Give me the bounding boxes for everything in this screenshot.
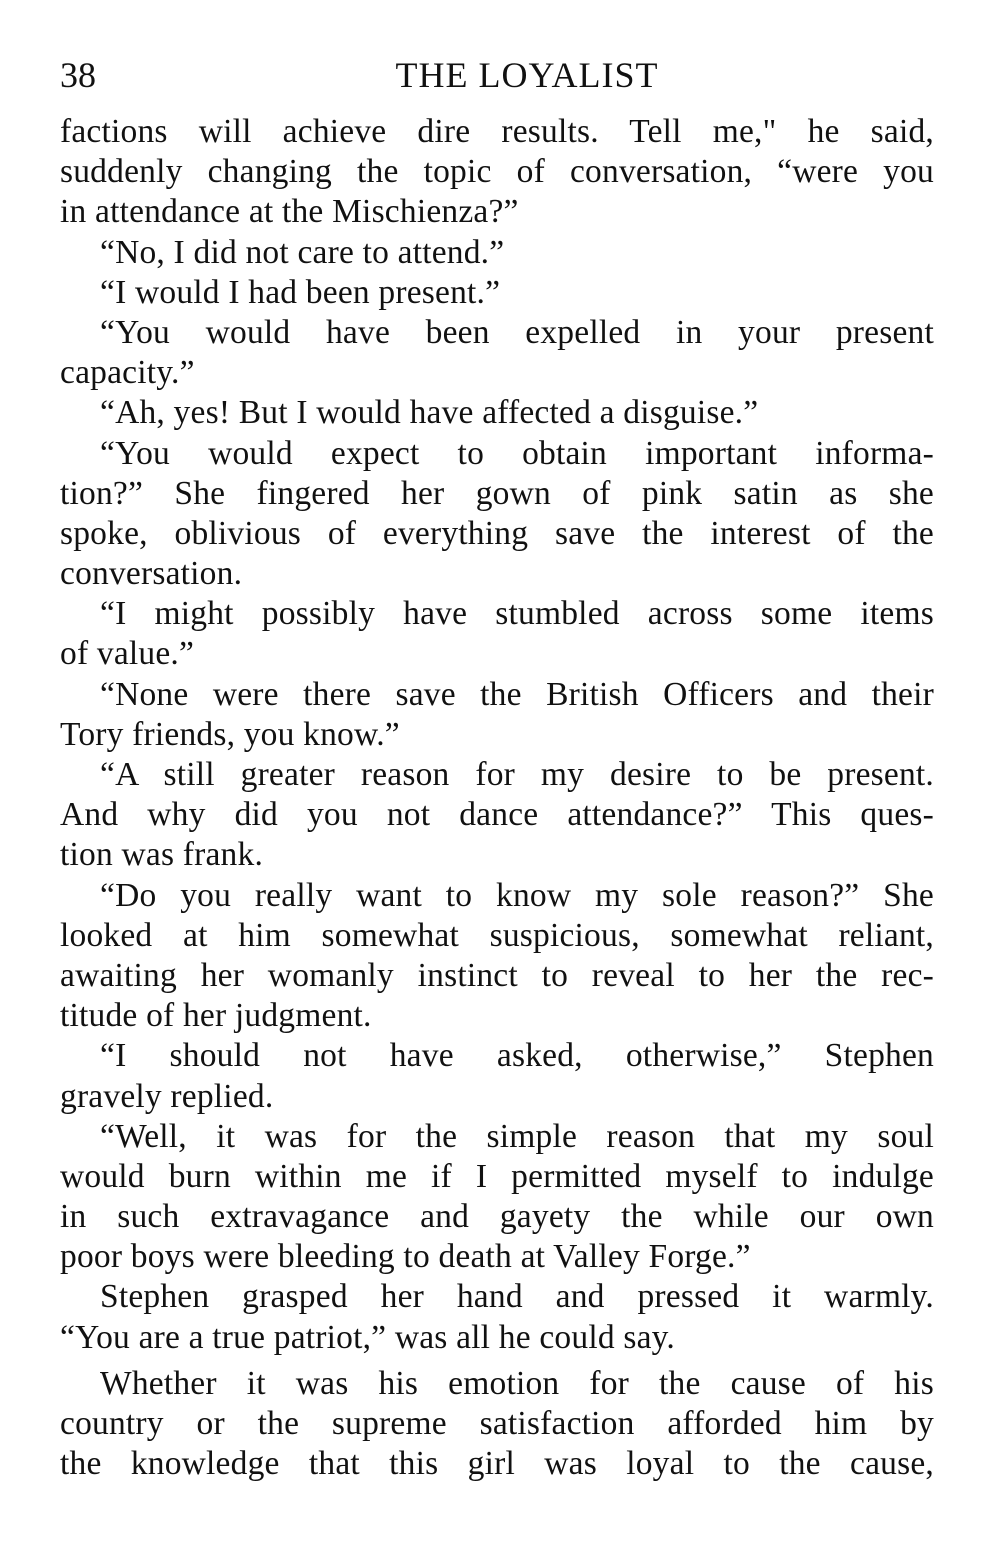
- text-line: “No, I did not care to attend.”: [100, 233, 505, 271]
- text-line: would burn within me if I permitted myself to indulge: [60, 1157, 934, 1195]
- text-line: in such extravagance and gayety the while our own: [60, 1198, 934, 1236]
- text-line: “You would have been expelled in your present: [100, 313, 934, 351]
- text-line: “You are a true patriot,” was all he could say.: [60, 1318, 676, 1356]
- text-line: tion was frank.: [60, 836, 264, 874]
- body-text: [60, 112, 934, 1484]
- text-line: conversation.: [60, 555, 243, 593]
- text-line: tion?” She fingered her gown of pink satin as she: [60, 474, 934, 512]
- text-line: Whether it was his emotion for the cause of his: [100, 1364, 934, 1402]
- text-line: “A still greater reason for my desire to be present.: [100, 756, 934, 793]
- text-line: Tory friends, you know.”: [60, 715, 400, 753]
- text-line: “You would expect to obtain important informa-: [100, 434, 934, 472]
- text-line: spoke, oblivious of everything save the interest of the: [60, 514, 934, 552]
- text-line: titude of her judgment.: [60, 997, 372, 1035]
- text-line: poor boys were bleeding to death at Valley Forge.”: [60, 1238, 751, 1276]
- text-line: looked at him somewhat suspicious, somewhat reliant,: [60, 916, 934, 954]
- running-head: [60, 52, 934, 98]
- text-line: “I might possibly have stumbled across some items: [100, 595, 934, 633]
- text-line: of value.”: [60, 635, 195, 673]
- text-line: Stephen grasped her hand and pressed it warmly.: [100, 1278, 934, 1316]
- running-title: THE LOYALIST: [395, 55, 659, 95]
- page-number: 38: [60, 55, 96, 95]
- text-line: “Ah, yes! But I would have affected a disguise.”: [100, 394, 759, 432]
- text-line: the knowledge that this girl was loyal to the cause,: [60, 1445, 934, 1483]
- text-line: suddenly changing the topic of conversation, “were you: [60, 153, 934, 191]
- text-line: gravely replied.: [60, 1077, 274, 1115]
- text-line: And why did you not dance attendance?” This ques-: [60, 796, 934, 834]
- book-page: [60, 52, 934, 1484]
- text-line: “I should not have asked, otherwise,” Stephen: [100, 1037, 934, 1075]
- text-line: “Well, it was for the simple reason that my soul: [100, 1117, 934, 1155]
- text-line: in attendance at the Mischienza?”: [60, 193, 519, 231]
- text-line: “None were there save the British Officers and their: [100, 675, 934, 713]
- text-line: “I would I had been present.”: [100, 273, 501, 311]
- text-line: awaiting her womanly instinct to reveal to her the rec-: [60, 956, 934, 994]
- text-line: capacity.”: [60, 354, 195, 392]
- text-line: factions will achieve dire results. Tell me," he said,: [60, 113, 934, 150]
- text-line: country or the supreme satisfaction afforded him by: [60, 1405, 934, 1442]
- text-line: “Do you really want to know my sole reason?” She: [100, 876, 934, 914]
